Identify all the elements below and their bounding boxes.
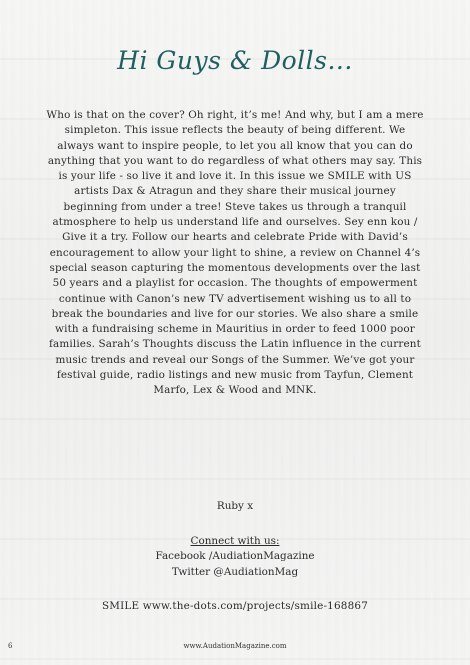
footer-url[interactable]: www.AudationMagazine.com (183, 642, 287, 650)
twitter-link[interactable]: Twitter @AudiationMag (171, 565, 299, 578)
connect-section (0, 534, 470, 580)
smile-project-link[interactable]: SMILE www.the-dots.com/projects/smile-168867 (101, 600, 369, 612)
signoff: Ruby x (216, 500, 254, 512)
page-number: 6 (8, 642, 13, 650)
connect-title: Connect with us: (190, 535, 280, 547)
page-heading: Hi Guys & Dolls... (117, 46, 353, 75)
facebook-link[interactable]: Facebook /AudiationMagazine (155, 550, 315, 563)
editorial-paragraph: Who is that on the cover? Oh right, it’s me! And why, but I am a mere simpleton. This issue reflects the beauty of being different. We always want to inspire people, to let you all know that you can do anything that you want to do regardless of what others may say. This is your life - so live it and love it. In this issue we SMILE with US artists Dax & Atragun and they share their musical journey beginning from under a tree! Steve takes us through a tranquil atmosphere to help us understand life and ourselves. Sey enn kou / Give it a try. Follow our hearts and celebrate Pride with David’s encouragement to allow your light to shine, a review on Channel 4’s special season capturing the momentous developments over the last 50 years and a playlist for occasion. The thoughts of empowerment continue with Canon’s new TV advertisement wishing us to all to break the boundaries and live for our stories. We also share a smile with a fundraising scheme in Mauritius in order to feed 1000 poor families. Sarah’s Thoughts discuss the Latin influence in the current music trends and reveal our Songs of the Summer. We’ve got your festival guide, radio listings and new music from Tayfun, Clement Marfo, Lex & Wood and MNK. (46, 109, 424, 397)
